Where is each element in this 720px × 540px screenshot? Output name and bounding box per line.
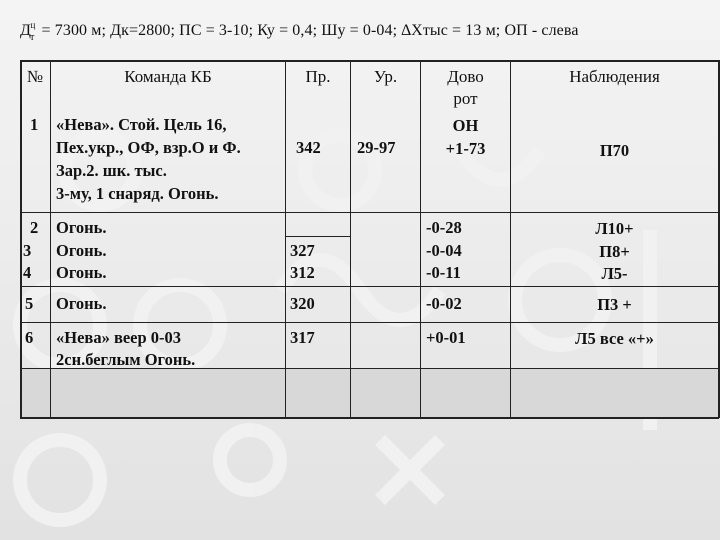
table-border-right — [718, 60, 720, 418]
col-line-3 — [350, 60, 351, 418]
col-header-dovorot-line1: Дово — [447, 67, 484, 86]
table-border-top — [20, 60, 719, 62]
row-3-observation: П8+ — [599, 242, 630, 261]
row-6-observation: Л5 все «+» — [575, 329, 654, 348]
row-6-dovorot: +0-01 — [426, 328, 466, 347]
row-5-command: Огонь. — [56, 294, 107, 313]
row-4-observation: Л5- — [601, 264, 628, 283]
header-d-letter: Д — [20, 22, 32, 39]
row-1-dovorot-line-1: ОН — [452, 116, 479, 135]
row-4-command: Огонь. — [56, 263, 107, 282]
header-d-superscript: ц — [30, 20, 36, 30]
row-line-after-5 — [20, 322, 719, 323]
col-header-observations: Наблюдения — [569, 67, 660, 86]
col-header-number: № — [26, 67, 44, 86]
parameters-header — [20, 20, 710, 43]
row-2-dovorot: -0-28 — [426, 218, 462, 237]
row-2-observation: Л10+ — [595, 219, 634, 238]
header-parameters-text: = 7300 м; Дк=2800; ПС = 3-10; Ку = 0,4; Шу = 0-04; ∆Xтыс = 13 м; ОП - слева — [37, 22, 579, 39]
row-1-pr: 342 — [296, 138, 321, 157]
row-4-pr: 312 — [290, 263, 315, 282]
col-line-4 — [420, 60, 421, 418]
col-header-command: Команда КБ — [124, 67, 212, 86]
row-1-command-line-2: Пех.укр., ОФ, взр.О и Ф. — [56, 138, 241, 157]
col-header-dovorot-line2: рот — [453, 89, 478, 108]
col-line-1 — [50, 60, 51, 418]
row-6-number: 6 — [25, 328, 34, 347]
row-4-dovorot: -0-11 — [426, 263, 461, 282]
fire-commands-table — [20, 60, 719, 418]
row-3-dovorot: -0-04 — [426, 241, 462, 260]
row-1-ur: 29-97 — [357, 138, 396, 157]
row-6-command-line-2: 2сн.беглым Огонь. — [56, 350, 196, 369]
empty-row-background — [20, 368, 719, 418]
row-1-command-line-1: «Нева». Стой. Цель 16, — [56, 115, 227, 134]
row-2-command: Огонь. — [56, 218, 107, 237]
row-line-after-2-partial — [285, 236, 350, 237]
row-3-number: 3 — [23, 241, 32, 260]
row-5-dovorot: -0-02 — [426, 294, 462, 313]
row-3-command: Огонь. — [56, 241, 107, 260]
col-header-pr: Пр. — [305, 67, 331, 86]
row-6-pr: 317 — [290, 328, 315, 347]
row-4-number: 4 — [23, 263, 32, 282]
row-line-after-4 — [20, 286, 719, 287]
row-3-pr: 327 — [290, 241, 315, 260]
table-border-left — [20, 60, 22, 418]
row-1-command-line-3: Зар.2. шк. тыс. — [56, 161, 167, 180]
row-6-command-line-1: «Нева» веер 0-03 — [56, 328, 182, 347]
row-line-after-1 — [20, 212, 719, 213]
row-2-number: 2 — [30, 218, 39, 237]
row-1-observation: П70 — [599, 141, 630, 160]
row-1-command-line-4: 3-му, 1 снаряд. Огонь. — [56, 184, 219, 203]
row-1-dovorot-line-2: +1-73 — [445, 139, 486, 158]
row-5-observation: П3 + — [597, 295, 632, 314]
row-5-number: 5 — [25, 294, 34, 313]
col-header-ur: Ур. — [373, 67, 398, 86]
row-5-pr: 320 — [290, 294, 315, 313]
header-d-subscript: т — [30, 32, 35, 43]
table-border-bottom — [20, 417, 719, 419]
col-line-2 — [285, 60, 286, 418]
row-1-number: 1 — [30, 115, 39, 134]
